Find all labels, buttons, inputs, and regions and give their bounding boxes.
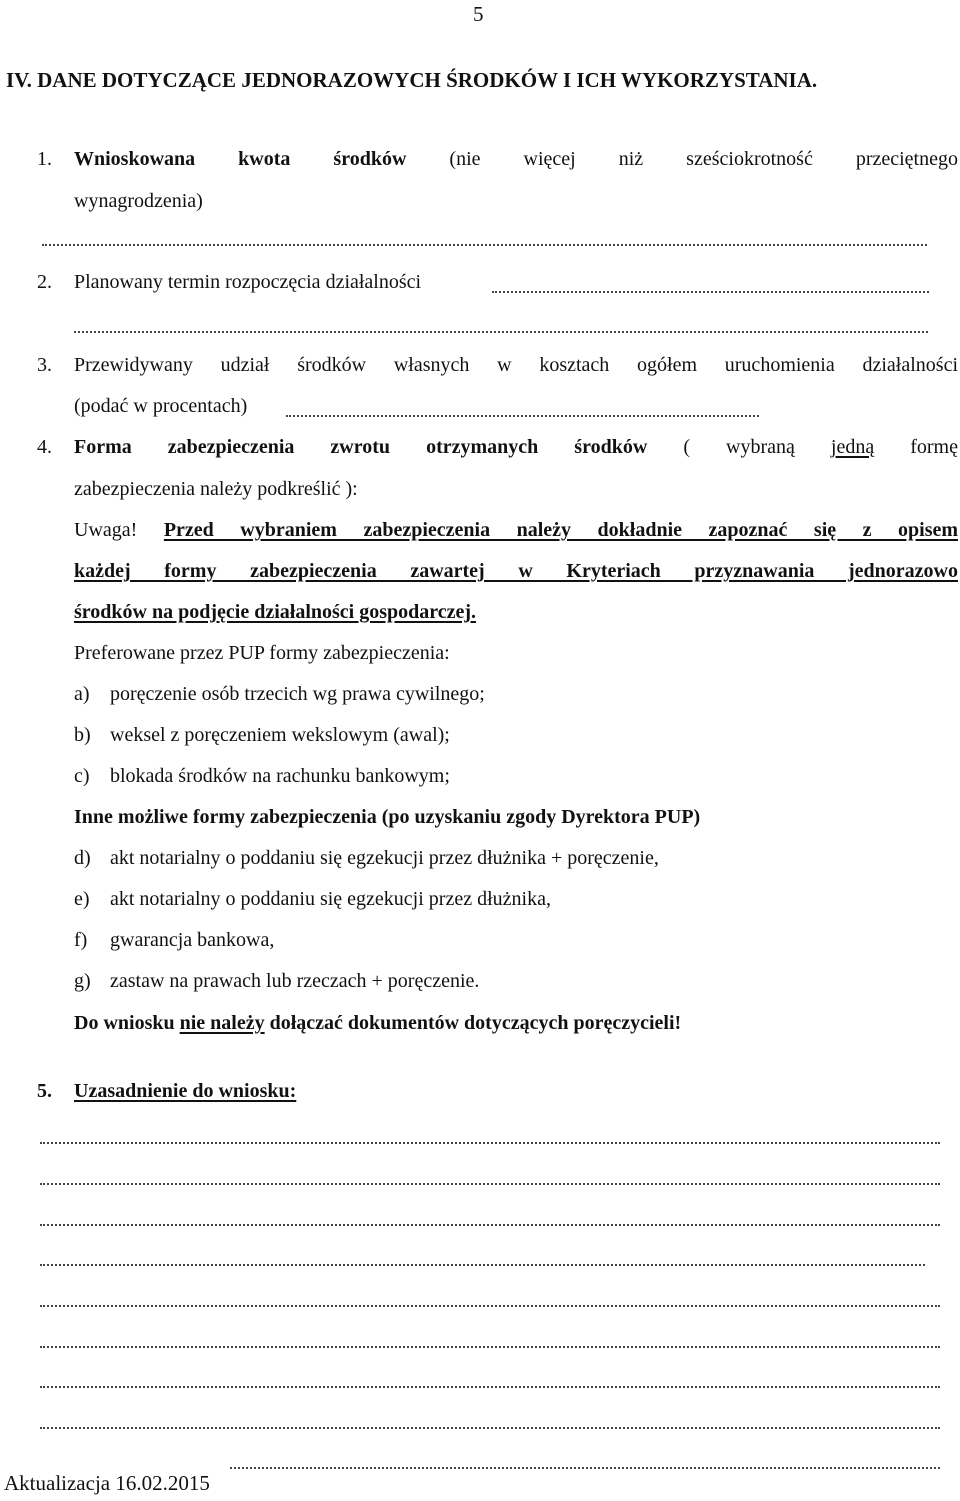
page-number: 5 xyxy=(473,2,484,26)
item2-answer-line-a[interactable] xyxy=(492,291,929,293)
item2-text: Planowany termin rozpoczęcia działalności xyxy=(74,271,422,293)
justification-line-7[interactable] xyxy=(40,1386,940,1388)
item2-answer-line-b[interactable] xyxy=(74,331,928,333)
item4-after: formę xyxy=(910,436,958,458)
preferred-item-a-letter: a) xyxy=(74,683,90,705)
other-item-e-letter: e) xyxy=(74,888,90,910)
item5-title: Uzasadnienie do wniosku: xyxy=(74,1080,297,1102)
other-item-d-letter: d) xyxy=(74,847,91,869)
warning-line1 xyxy=(74,519,958,542)
item1-answer-line[interactable] xyxy=(42,244,927,246)
justification-line-9[interactable] xyxy=(230,1467,940,1469)
other-item-e: akt notarialny o poddaniu się egzekucji przez dłużnika, xyxy=(110,888,551,910)
item1-number: 1. xyxy=(37,148,52,170)
item1-line2: wynagrodzenia) xyxy=(74,190,203,212)
warning-line2: każdej formy zabezpieczenia zawartej w Kryteriach przyznawania jednorazowo xyxy=(74,560,958,582)
item3-number: 3. xyxy=(37,354,52,376)
justification-line-1[interactable] xyxy=(40,1142,940,1144)
preferred-item-b-letter: b) xyxy=(74,724,91,746)
other-item-g-letter: g) xyxy=(74,970,91,992)
justification-line-4[interactable] xyxy=(40,1264,925,1266)
preferred-item-c-letter: c) xyxy=(74,765,90,787)
item3-answer-line[interactable] xyxy=(286,415,759,417)
justification-line-5[interactable] xyxy=(40,1305,940,1307)
item5-number: 5. xyxy=(37,1080,52,1102)
justification-line-8[interactable] xyxy=(40,1427,940,1429)
item4-line2: zabezpieczenia należy podkreślić ): xyxy=(74,478,358,500)
item1-bold: Wnioskowana kwota środków xyxy=(74,148,407,170)
section-title: IV. DANE DOTYCZĄCE JEDNORAZOWYCH ŚRODKÓW I ICH WYKORZYSTANIA. xyxy=(6,68,818,92)
warning-line3: środków na podjęcie działalności gospodarczej. xyxy=(74,601,477,623)
other-heading: Inne możliwe formy zabezpieczenia (po uzyskaniu zgody Dyrektora PUP) xyxy=(74,806,701,828)
preferred-item-b: weksel z poręczeniem wekslowym (awal); xyxy=(110,724,450,746)
item4-bold: Forma zabezpieczenia zwrotu otrzymanych środków xyxy=(74,436,648,458)
other-item-f-letter: f) xyxy=(74,929,88,951)
footer-update-date: Aktualizacja 16.02.2015 xyxy=(4,1471,216,1496)
item4-underlined: jedną xyxy=(830,436,875,458)
item3-line2: (podać w procentach) xyxy=(74,395,248,417)
item1-rest: (nie więcej niż sześciokrotność przeciętnego xyxy=(449,148,958,170)
item4-before: ( wybraną xyxy=(683,436,795,458)
preferred-item-a: poręczenie osób trzecich wg prawa cywilnego; xyxy=(110,683,485,705)
item2-number: 2. xyxy=(37,271,52,293)
justification-line-2[interactable] xyxy=(40,1183,940,1185)
other-item-f: gwarancja bankowa, xyxy=(110,929,275,951)
note-part2: dołączać dokumentów dotyczących poręczycieli! xyxy=(269,1012,682,1034)
preferred-item-c: blokada środków na rachunku bankowym; xyxy=(110,765,450,787)
justification-line-3[interactable] xyxy=(40,1224,940,1226)
item1-line1 xyxy=(74,148,958,171)
justification-line-6[interactable] xyxy=(40,1346,940,1348)
other-item-d: akt notarialny o poddaniu się egzekucji przez dłużnika + poręczenie, xyxy=(110,847,659,869)
item3-line1: Przewidywany udział środków własnych w kosztach ogółem uruchomienia działalności xyxy=(74,354,958,376)
note-underlined: nie należy xyxy=(179,1012,265,1034)
note-line xyxy=(74,1012,681,1035)
warning-text-1: Przed wybraniem zabezpieczenia należy dokładnie zapoznać się z opisem xyxy=(163,519,959,541)
preferred-heading: Preferowane przez PUP formy zabezpieczenia: xyxy=(74,642,450,664)
other-item-g: zastaw na prawach lub rzeczach + poręczenie. xyxy=(110,970,480,992)
item4-number: 4. xyxy=(37,436,52,458)
warning-label: Uwaga! xyxy=(74,519,138,541)
item4-line1 xyxy=(74,436,958,459)
note-part1: Do wniosku xyxy=(74,1012,175,1034)
